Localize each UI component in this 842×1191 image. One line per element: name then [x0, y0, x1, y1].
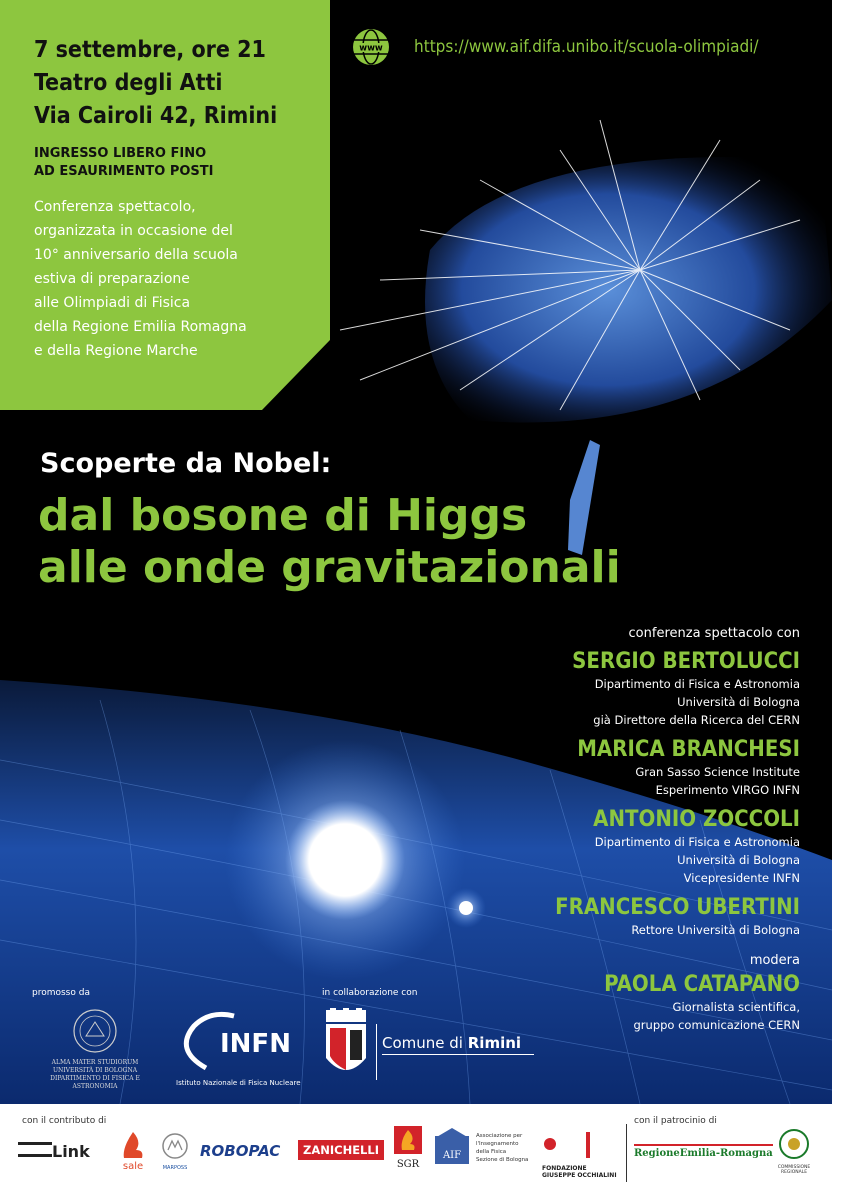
- speaker-affiliation: Università di Bologna: [677, 695, 800, 709]
- speaker-affiliation: Università di Bologna: [677, 853, 800, 867]
- commissione-text: COMMISSIONE REGIONALE: [777, 1165, 811, 1175]
- title-line1: Scoperte da Nobel:: [40, 448, 332, 479]
- speaker-name: SERGIO BERTOLUCCI: [572, 649, 800, 674]
- speaker-affiliation: già Direttore della Ricerca del CERN: [593, 713, 800, 727]
- description-line: Conferenza spettacolo,: [34, 199, 196, 215]
- speaker-affiliation: Esperimento VIRGO INFN: [655, 783, 800, 797]
- sponsor-regione-logo: RegioneEmilia-Romagna: [634, 1144, 773, 1159]
- rimini-crest-icon: [322, 1008, 370, 1082]
- comune-label: Comune di: [382, 1034, 463, 1052]
- sponsor-marposs-logo: [158, 1132, 192, 1171]
- speaker-name: ANTONIO ZOCCOLI: [593, 807, 800, 832]
- patronage-label: con il patrocinio di: [634, 1116, 717, 1126]
- speaker: [400, 807, 800, 887]
- comune-rimini-logo: [322, 1008, 552, 1088]
- sponsor-fondazione-logo: [542, 1132, 617, 1179]
- marposs-text: MARPOSS: [162, 1165, 188, 1171]
- aif-description: [476, 1132, 528, 1164]
- collaboration-label: in collaborazione con: [322, 988, 418, 998]
- www-icon-label: www: [359, 43, 383, 54]
- entry-notice: [34, 145, 334, 181]
- fondazione-emblem-icon: [542, 1132, 602, 1160]
- moderator-name: PAOLA CATAPANO: [604, 972, 800, 997]
- entry-notice-line1: INGRESSO LIBERO FINO: [34, 146, 207, 161]
- aif-emblem-icon: [433, 1128, 471, 1166]
- aif-text: AIF: [442, 1150, 462, 1161]
- speaker-affiliation: Gran Sasso Science Institute: [635, 765, 800, 779]
- speaker: [400, 649, 800, 729]
- rimini-label: Rimini: [467, 1034, 522, 1052]
- marposs-circle-icon: [161, 1132, 189, 1160]
- sponsor-aif-logo: [432, 1128, 472, 1171]
- speaker-name: FRANCESCO UBERTINI: [555, 895, 800, 920]
- infn-name: Istituto Nazionale di Fisica Nucleare: [176, 1079, 301, 1087]
- globe-icon: [352, 28, 390, 66]
- sponsor-sale-logo: [116, 1130, 150, 1172]
- title-line3: alle onde gravitazionali: [38, 542, 621, 593]
- website-link[interactable]: [352, 28, 759, 66]
- aif-line: della Fisica: [476, 1149, 507, 1155]
- moderator-affiliation: Giornalista scientifica,: [672, 1000, 800, 1014]
- sgr-text: SGR: [396, 1159, 420, 1170]
- sale-text: sale: [122, 1161, 144, 1172]
- speaker-name: MARICA BRANCHESI: [577, 737, 800, 762]
- description-line: organizzata in occasione del: [34, 223, 233, 239]
- aif-line: l'Insegnamento: [476, 1141, 519, 1147]
- event-description: [34, 195, 334, 363]
- description-line: della Regione Emilia Romagna: [34, 319, 247, 335]
- sponsor-commissione-logo: [770, 1128, 818, 1175]
- event-address: Via Cairoli 42, Rimini: [34, 103, 278, 129]
- sponsor-sgr-logo: [392, 1126, 424, 1170]
- description-line: e della Regione Marche: [34, 343, 198, 359]
- unibo-logo: [30, 1008, 160, 1088]
- speaker: [400, 737, 800, 799]
- speaker-affiliation: Dipartimento di Fisica e Astronomia: [594, 835, 800, 849]
- sponsor-link-logo: [18, 1142, 90, 1161]
- sponsor-divider: [626, 1124, 627, 1182]
- infn-logo-text: INFN: [220, 1029, 291, 1059]
- moderator-affiliation: gruppo comunicazione CERN: [633, 1018, 800, 1032]
- sponsor-zanichelli-logo: ZANICHELLI: [298, 1140, 384, 1160]
- website-url[interactable]: https://www.aif.difa.unibo.it/scuola-olimpiadi/: [414, 37, 759, 57]
- unibo-line: DIPARTIMENTO DI FISICA E ASTRONOMIA: [50, 1075, 140, 1090]
- infn-logo: [176, 1010, 316, 1090]
- sponsor-robopac-logo: ROBOPAC: [200, 1142, 281, 1160]
- fondazione-line: GIUSEPPE OCCHIALINI: [542, 1172, 617, 1179]
- sale-flame-icon: [118, 1130, 148, 1160]
- speaker-affiliation: Dipartimento di Fisica e Astronomia: [594, 677, 800, 691]
- unibo-line: ALMA MATER STUDIORUM: [51, 1059, 139, 1066]
- infn-emblem-icon: [176, 1010, 306, 1072]
- aif-line: Associazione per: [476, 1133, 523, 1139]
- aif-line: Sezione di Bologna: [476, 1157, 529, 1163]
- speakers-section: [400, 626, 800, 1042]
- entry-notice-line2: AD ESAURIMENTO POSTI: [34, 164, 214, 179]
- description-line: estiva di preparazione: [34, 271, 190, 287]
- contribution-label: con il contributo di: [22, 1116, 107, 1126]
- sgr-flame-icon: [394, 1126, 422, 1154]
- promoted-by-label: promosso da: [32, 988, 90, 998]
- unibo-line: UNIVERSITÀ DI BOLOGNA: [52, 1067, 138, 1074]
- title-line2: dal bosone di Higgs: [38, 490, 528, 541]
- speaker: [400, 895, 800, 939]
- event-info-panel: [0, 0, 360, 410]
- sponsors-bar: [0, 1104, 842, 1191]
- moderator-label: modera: [749, 953, 800, 968]
- speakers-intro: conferenza spettacolo con: [628, 626, 800, 641]
- fondazione-line: FONDAZIONE: [542, 1165, 587, 1172]
- description-line: 10° anniversario della scuola: [34, 247, 238, 263]
- event-venue: Teatro degli Atti: [34, 70, 223, 96]
- description-line: alle Olimpiadi di Fisica: [34, 295, 191, 311]
- unibo-seal-icon: [72, 1008, 118, 1054]
- commissione-seal-icon: [778, 1128, 810, 1160]
- event-date-time: 7 settembre, ore 21: [34, 37, 266, 63]
- main-title: [38, 490, 621, 594]
- sponsor-link-text: Link: [52, 1142, 90, 1161]
- speaker-affiliation: Rettore Università di Bologna: [631, 923, 800, 937]
- speaker-affiliation: Vicepresidente INFN: [683, 871, 800, 885]
